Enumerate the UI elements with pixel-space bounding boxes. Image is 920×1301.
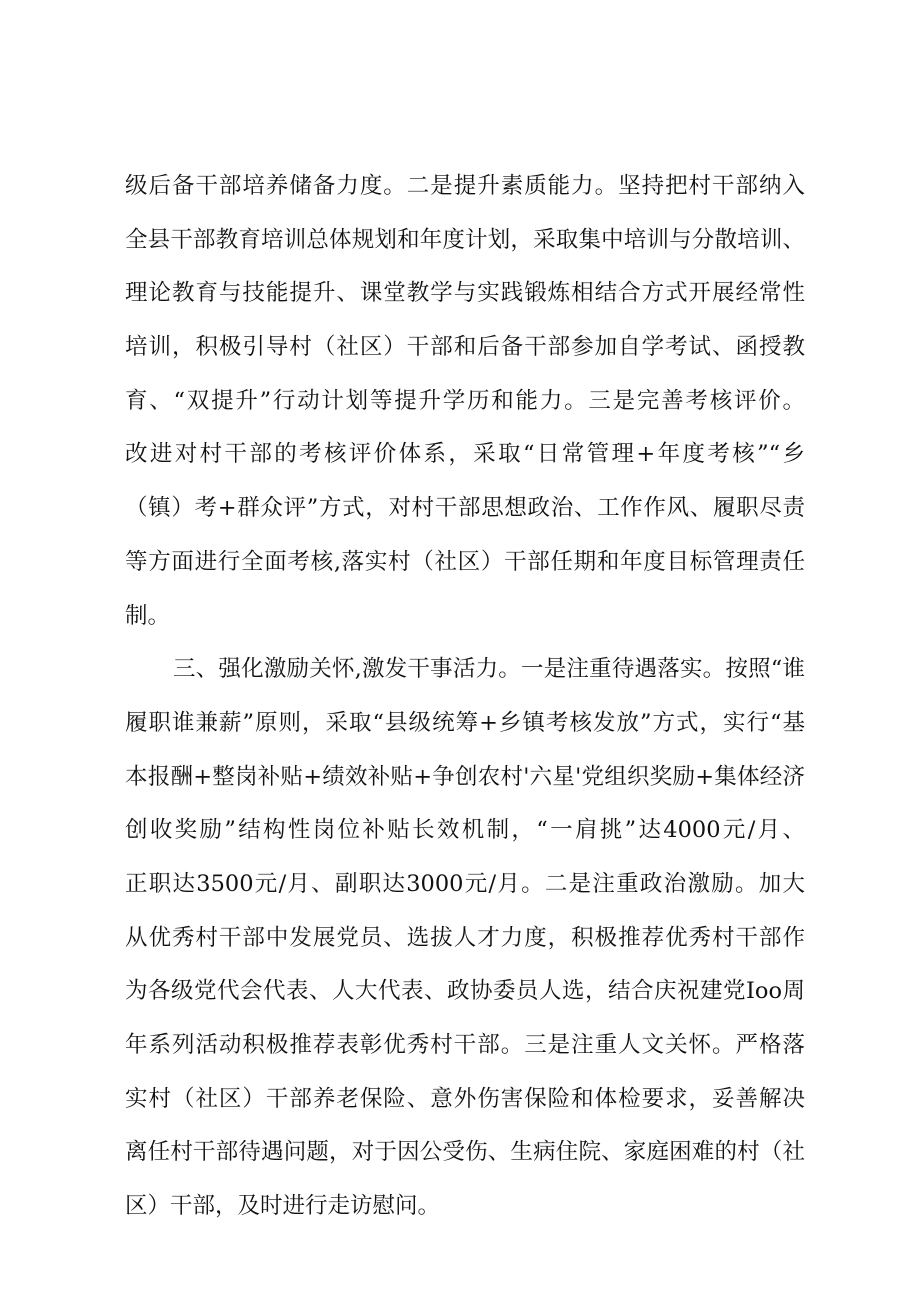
text-line: 全县干部教育培训总体规划和年度计划，采取集中培训与分散培训、	[125, 226, 805, 253]
text-line: 实村（社区）干部养老保险、意外伤害保险和体检要求，妥善解决	[125, 1085, 805, 1112]
paragraph-1	[125, 160, 805, 643]
text-line: 培训，积极引导村（社区）干部和后备干部参加自学考试、函授教	[125, 334, 805, 361]
text-line: 履职谁兼薪”原则，采取“县级统筹+乡镇考核发放”方式，实行“基	[125, 709, 805, 736]
text-line: 创收奖励”结构性岗位补贴长效机制，“一肩挑”达4000元/月、	[125, 817, 805, 844]
paragraph-2	[125, 643, 805, 1234]
text-line: 理论教育与技能提升、课堂教学与实践锻炼相结合方式开展经常性	[125, 280, 805, 307]
text-line: 级后备干部培养储备力度。二是提升素质能力。坚持把村干部纳入	[125, 173, 805, 199]
text-line: 为各级党代会代表、人大代表、政协委员人选，结合庆祝建党Ioo周	[125, 978, 805, 1005]
text-line: 三、强化激励关怀,激发干事活力。一是注重待遇落实。按照“谁	[173, 656, 805, 683]
text-line: 育、“双提升”行动计划等提升学历和能力。三是完善考核评价。	[125, 387, 805, 414]
text-line: 改进对村干部的考核评价体系，采取“日常管理+年度考核”“乡	[125, 441, 805, 468]
text-line: 区）干部，及时进行走访慰问。	[125, 1193, 441, 1220]
text-line: 制。	[125, 602, 171, 629]
text-line: 等方面进行全面考核,落实村（社区）干部任期和年度目标管理责任	[125, 548, 805, 575]
text-line: 年系列活动积极推荐表彰优秀村干部。三是注重人文关怀。严格落	[125, 1032, 805, 1058]
body-text	[125, 160, 805, 1234]
text-line: （镇）考+群众评”方式，对村干部思想政治、工作作风、履职尽责	[125, 495, 805, 522]
text-line: 从优秀村干部中发展党员、选拔人才力度，积极推荐优秀村干部作	[125, 924, 805, 951]
text-line: 正职达3500元/月、副职达3000元/月。二是注重政治激励。加大	[125, 870, 805, 897]
text-line: 离任村干部待遇问题，对于因公受伤、生病住院、家庭困难的村（社	[125, 1139, 805, 1166]
text-line: 本报酬+整岗补贴+绩效补贴+争创农村'六星'党组织奖励+集体经济	[125, 763, 805, 790]
